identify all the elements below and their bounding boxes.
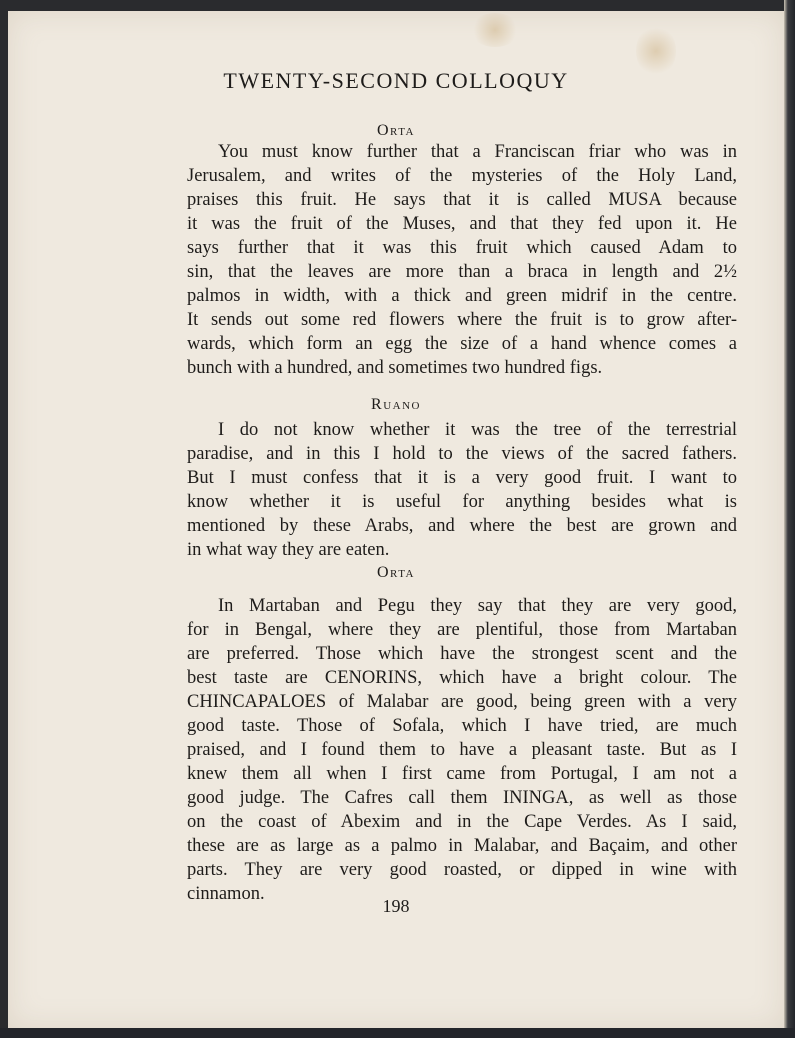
text-line: good taste. Those of Sofala, which I have tried, are much (187, 716, 737, 736)
text-line: it was the fruit of the Muses, and that they fed upon it. He (187, 214, 737, 234)
text-line: praises this fruit. He says that it is called MUSA because (187, 190, 737, 210)
text-line: knew them all when I first came from Portugal, I am not a (187, 764, 737, 784)
text-line: In Martaban and Pegu they say that they are very good, (218, 596, 737, 616)
text-line: CHINCAPALOES of Malabar are good, being green with a very (187, 692, 737, 712)
running-head: TWENTY-SECOND COLLOQUY (223, 68, 569, 93)
speaker-heading-orta: Orta (376, 564, 415, 581)
text-line: says further that it was this fruit which caused Adam to (187, 238, 737, 258)
text-line: good judge. The Cafres call them ININGA, as well as those (187, 788, 737, 808)
speaker-heading-orta: Orta (376, 122, 415, 139)
text-line: for in Bengal, where they are plentiful, those from Martaban (187, 620, 737, 640)
text-line: wards, which form an egg the size of a hand whence comes a (187, 334, 737, 354)
text-line: But I must confess that it is a very good fruit. I want to (187, 468, 737, 488)
binding-edge (784, 0, 795, 1038)
text-line: praised, and I found them to have a pleasant taste. But as I (187, 740, 737, 760)
text-line: are preferred. Those which have the strongest scent and the (187, 644, 737, 664)
text-line: best taste are CENORINS, which have a bright colour. The (187, 668, 737, 688)
text-line: in what way they are eaten. (187, 540, 390, 560)
text-line: Jerusalem, and writes of the mysteries of the Holy Land, (187, 166, 737, 186)
paper-stain (470, 13, 520, 47)
text-line: You must know further that a Franciscan friar who was in (218, 142, 737, 162)
text-line: cinnamon. (187, 884, 265, 904)
scan-background (0, 1028, 795, 1038)
text-line: mentioned by these Arabs, and where the best are grown and (187, 516, 737, 536)
text-line: sin, that the leaves are more than a braca in length and 2½ (187, 262, 737, 282)
text-line: know whether it is useful for anything besides what is (187, 492, 737, 512)
text-line: these are as large as a palmo in Malabar, and Baçaim, and other (187, 836, 737, 856)
text-line: I do not know whether it was the tree of the terrestrial (218, 420, 737, 440)
text-line: palmos in width, with a thick and green midrif in the centre. (187, 286, 737, 306)
text-line: on the coast of Abexim and in the Cape Verdes. As I said, (187, 812, 737, 832)
text-line: bunch with a hundred, and sometimes two hundred figs. (187, 358, 603, 378)
page-number: 198 (382, 896, 410, 916)
text-line: parts. They are very good roasted, or dipped in wine with (187, 860, 737, 880)
text-line: paradise, and in this I hold to the views of the sacred fathers. (187, 444, 737, 464)
book-page (8, 11, 784, 1028)
text-line: It sends out some red flowers where the fruit is to grow after- (187, 310, 737, 330)
speaker-heading-ruano: Ruano (371, 396, 421, 413)
